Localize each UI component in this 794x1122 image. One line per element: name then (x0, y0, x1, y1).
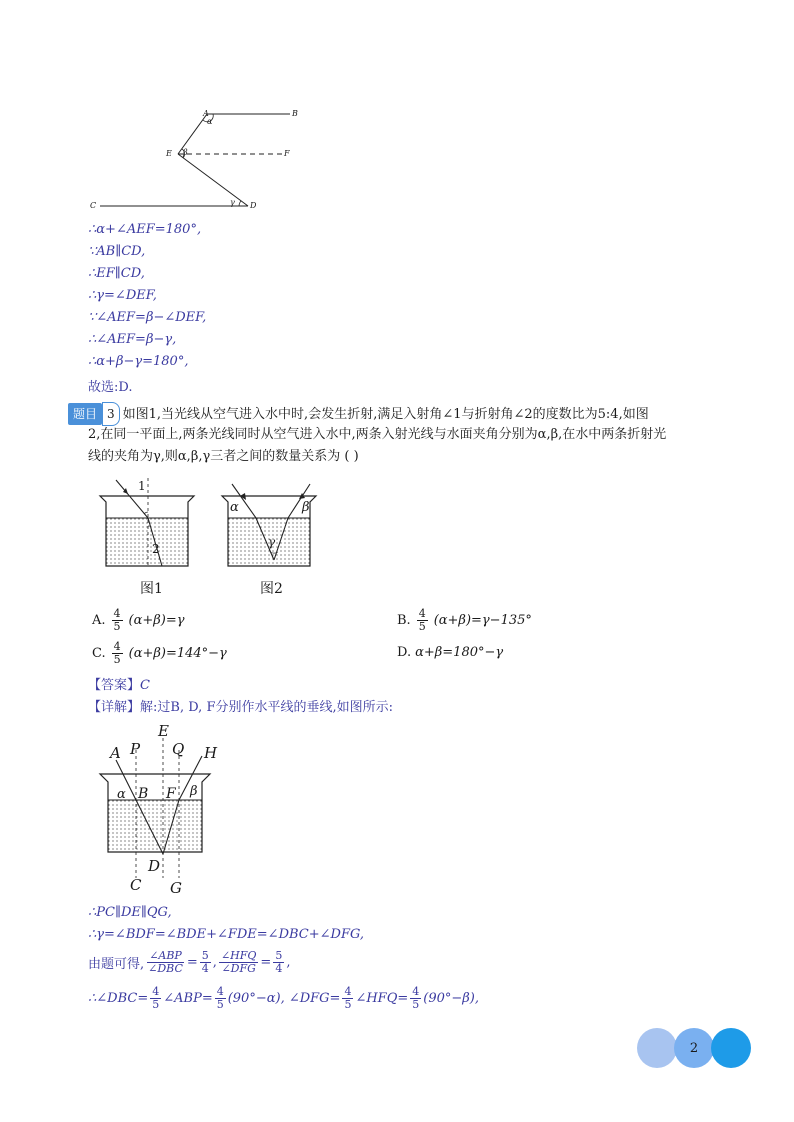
option-d[interactable]: D. α+β=180°−γ (397, 645, 504, 660)
problem-line-2: 2,在同一平面上,两条光线同时从空气进入水中,两条入射光线与水面夹角分别为α,β,在水中两条折射光 (88, 427, 667, 442)
fig3-label-G: G (170, 879, 182, 897)
solution-step: ∵∠AEF=β−∠DEF, (88, 310, 207, 325)
solution2-line-2: ∴γ=∠BDF=∠BDE+∠FDE=∠DBC+∠DFG, (88, 927, 365, 942)
fig1-label-2: 2 (152, 542, 160, 556)
solution-step: ∴γ=∠DEF, (88, 288, 157, 303)
fig3-label-E: E (158, 722, 169, 740)
label-C: C (90, 201, 97, 210)
fig2-label-alpha: α (230, 500, 239, 515)
problem-line-1: 题目 3 如图1,当光线从空气进入水中时,会发生折射,满足入射角∠1与折射角∠2的度数比为5:4,如图 (68, 402, 649, 426)
solution-step: 故选:D. (88, 380, 133, 395)
page-number: 2 (689, 1040, 699, 1056)
solution2-line-4: ∴∠DBC= $\frac{4}{5}$ ∠ABP= $\frac{4}{5}$ (90°−α), ∠DFG= $\frac{4}{5}$ ∠HFQ= $\frac{4}{5}$ (90°−β), (88, 985, 479, 1011)
fig3-label-B: B (138, 786, 149, 802)
fig3-label-beta: β (190, 784, 198, 799)
option-b[interactable]: B. $\frac{4}{5}$ (α+β)=γ−135° (397, 607, 532, 633)
problem-tag: 题目 (68, 403, 102, 425)
fig3-label-A: A (110, 744, 121, 762)
fig3-label-P: P (130, 740, 141, 758)
label-E: E (166, 149, 172, 158)
top-geometry-figure (80, 100, 320, 218)
option-c[interactable]: C. $\frac{4}{5}$ (α+β)=144°−γ (92, 640, 227, 666)
solution-step: ∵AB∥CD, (88, 244, 146, 259)
label-beta: β (183, 148, 188, 157)
fig3-label-alpha: α (117, 787, 126, 802)
solution2-line-1: ∴PC∥DE∥QG, (88, 905, 172, 920)
label-alpha: α (207, 117, 213, 126)
fig3-label-H: H (204, 744, 218, 762)
fig3-label-C: C (130, 876, 142, 894)
solution-step: ∴∠AEF=β−γ, (88, 332, 177, 347)
solution-step: ∴α+β−γ=180°, (88, 354, 189, 369)
label-D: D (250, 201, 257, 210)
fig1-label-1: 1 (138, 479, 146, 493)
fig2-label-beta: β (302, 500, 310, 515)
figure-2-beaker (220, 478, 320, 570)
fig2-label-gamma: γ (268, 535, 276, 549)
fig3-label-Q: Q (172, 740, 185, 758)
figure-1-beaker (98, 478, 198, 570)
problem-number: 3 (102, 402, 120, 426)
page-circle-number (674, 1028, 714, 1068)
label-gamma: γ (230, 198, 235, 207)
solution-step: ∴EF∥CD, (88, 266, 145, 281)
label-F: F (284, 149, 290, 158)
option-a[interactable]: A. $\frac{4}{5}$ (α+β)=γ (92, 607, 185, 633)
label-A: A (203, 109, 209, 118)
answer-line: 【答案】C (88, 678, 150, 693)
page-circle-decor-right (711, 1028, 751, 1068)
label-B: B (292, 109, 298, 118)
fig3-label-D: D (148, 857, 161, 875)
figure-2-caption: 图2 (260, 581, 283, 597)
figure-1-caption: 图1 (140, 581, 163, 597)
solution-step: ∴α+∠AEF=180°, (88, 222, 202, 237)
problem-line-3: 线的夹角为γ,则α,β,γ三者之间的数量关系为 ( ) (88, 449, 359, 464)
page-circle-decor (637, 1028, 677, 1068)
fig3-label-F: F (166, 786, 176, 802)
solution2-line-3: 由题可得, $\frac{\text{∠ABP}}{\text{∠DBC}}$ = $\frac{5}{4}$ , $\frac{\text{∠HFQ}}{\text{∠DFG}}$ = $\frac{5}{4}$ , (88, 949, 291, 975)
detail-line: 【详解】解:过B, D, F分别作水平线的垂线,如图所示: (88, 700, 393, 715)
